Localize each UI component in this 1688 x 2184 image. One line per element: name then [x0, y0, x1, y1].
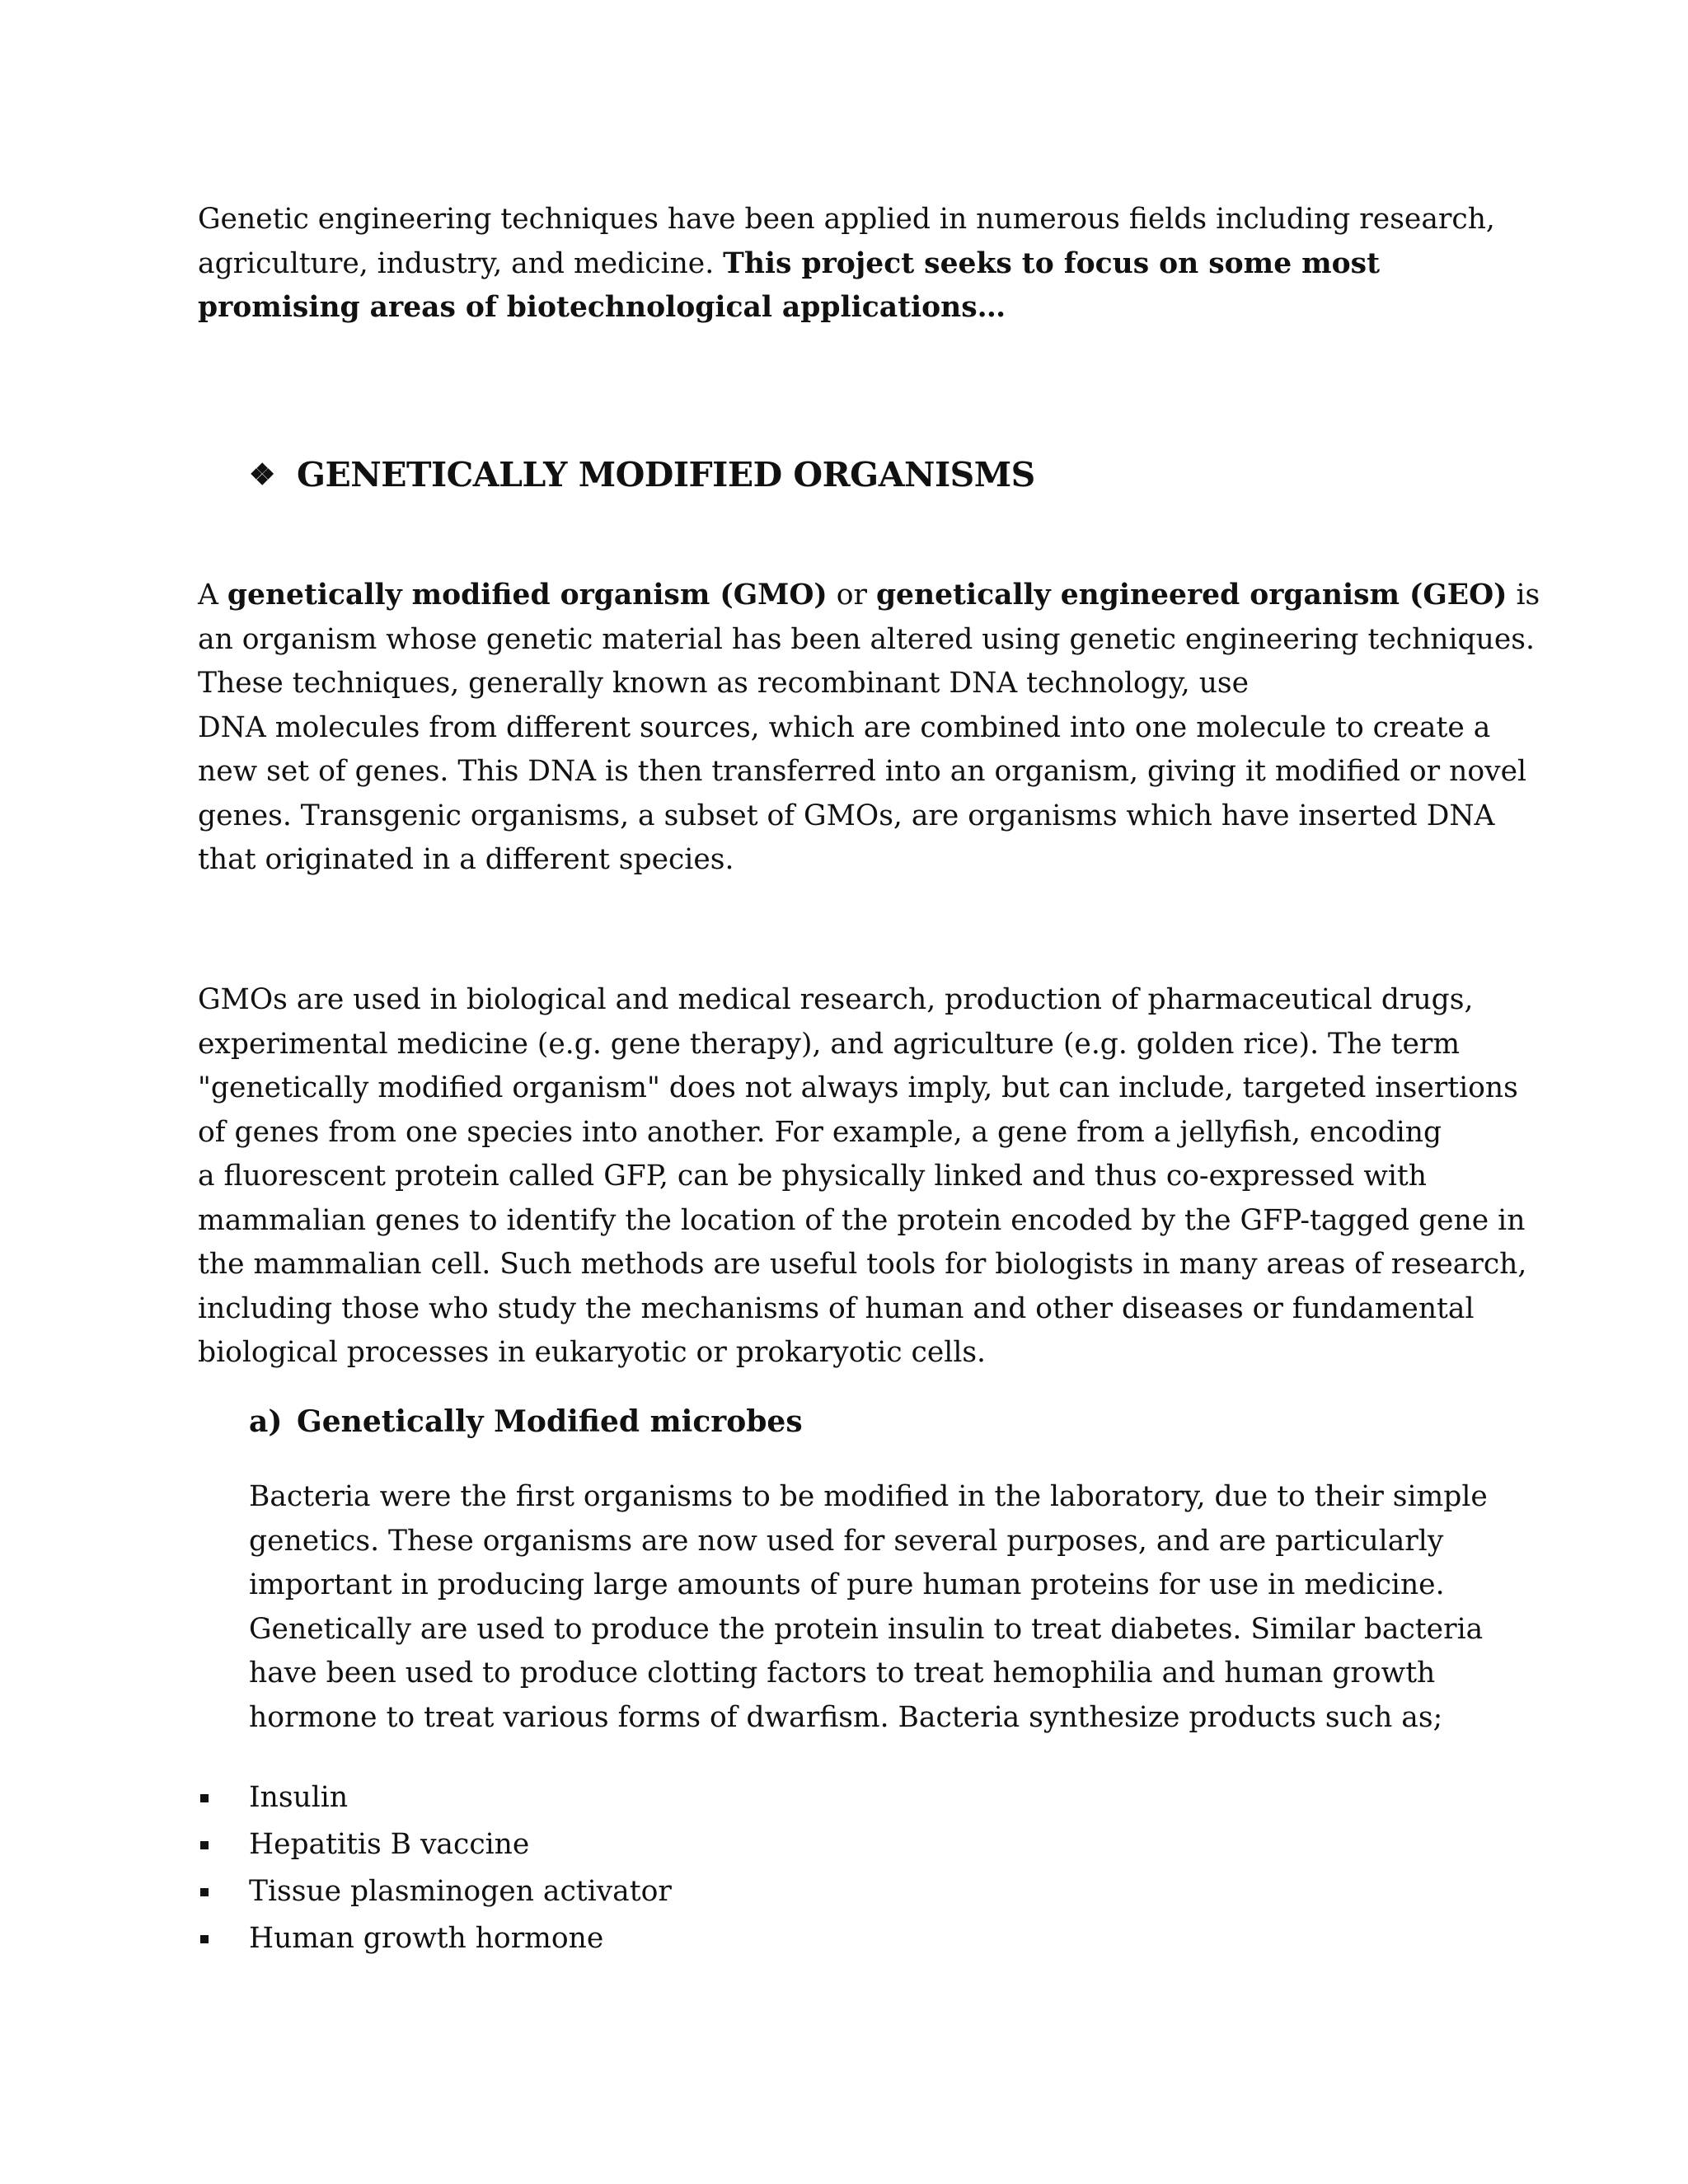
text-run: a fluorescent protein called GFP, can be physically linked and thus co-expressed with	[198, 1160, 1427, 1193]
text-line	[198, 242, 1517, 287]
text-line	[249, 1608, 1568, 1652]
text-run: genetics. These organisms are now used for several purposes, and are particularly	[249, 1524, 1444, 1558]
text-line	[198, 1199, 1526, 1244]
text-run: important in producing large amounts of pure human proteins for use in medicine.	[249, 1568, 1445, 1601]
list-item	[198, 1821, 672, 1868]
bold-text: This project seeks to focus on some most	[723, 246, 1381, 280]
section-heading	[249, 455, 1035, 494]
text-line	[198, 1111, 1517, 1155]
square-bullet-icon	[200, 1794, 209, 1802]
list-item	[198, 1868, 672, 1915]
text-line	[198, 618, 1535, 663]
text-run: "genetically modified organism" does not always imply, but can include, targeted insertions	[198, 1071, 1518, 1104]
text-line	[198, 286, 1517, 330]
text-line	[198, 1155, 1517, 1199]
text-line	[249, 1696, 1568, 1741]
text-line	[198, 662, 1517, 706]
subsection-marker: a)	[249, 1404, 283, 1439]
text-run: of genes from one species into another. For example, a gene from a jellyfish, encoding	[198, 1115, 1442, 1149]
bold-text: genetically engineered organism (GEO)	[875, 579, 1507, 612]
text-line	[198, 574, 1540, 618]
list-item-text: Human growth hormone	[249, 1922, 604, 1955]
text-line	[249, 1563, 1568, 1608]
text-run: Genetic engineering techniques have been applied in numerous fields including research,	[198, 203, 1495, 236]
section-heading-text: GENETICALLY MODIFIED ORGANISMS	[297, 455, 1035, 494]
text-run: the mammalian cell. Such methods are useful tools for biologists in many areas of research,	[198, 1248, 1527, 1281]
text-line	[198, 1066, 1517, 1111]
square-bullet-icon	[200, 1841, 209, 1849]
text-run: is	[1507, 579, 1540, 612]
text-line	[198, 1243, 1527, 1287]
list-item	[198, 1915, 672, 1962]
text-run: agriculture, industry, and medicine.	[198, 246, 724, 280]
intro-paragraph	[198, 198, 1517, 330]
text-run: that originated in a different species.	[198, 843, 734, 876]
text-run: including those who study the mechanisms of human and other diseases or fundamental	[198, 1291, 1475, 1325]
text-run: have been used to produce clotting factors to treat hemophilia and human growth	[249, 1657, 1436, 1690]
text-run: genes. Transgenic organisms, a subset of GMOs, are organisms which have inserted DNA	[198, 799, 1495, 832]
text-line	[249, 1475, 1568, 1520]
text-run: DNA molecules from different sources, which are combined into one molecule to create a	[198, 710, 1491, 744]
text-run: hormone to treat various forms of dwarfism. Bacteria synthesize products such as;	[249, 1700, 1443, 1734]
text-line	[198, 750, 1527, 794]
bold-text: genetically modified organism (GMO)	[227, 579, 828, 612]
text-run: mammalian genes to identify the location of the protein encoded by the GFP-tagged gene in	[198, 1203, 1526, 1237]
text-line	[198, 1023, 1517, 1067]
list-item-text: Hepatitis B vaccine	[249, 1828, 530, 1861]
text-line	[198, 838, 1517, 883]
text-line	[198, 794, 1517, 839]
text-line	[249, 1652, 1568, 1696]
text-run: biological processes in eukaryotic or prokaryotic cells.	[198, 1336, 987, 1369]
text-run: Genetically are used to produce the protein insulin to treat diabetes. Similar bacteria	[249, 1612, 1484, 1646]
text-run: Bacteria were the first organisms to be modified in the laboratory, due to their simple	[249, 1480, 1488, 1513]
text-run: A	[198, 579, 227, 612]
text-run: an organism whose genetic material has been altered using genetic engineering techniques.	[198, 622, 1535, 656]
microbes-paragraph	[249, 1475, 1568, 1740]
square-bullet-icon	[200, 1935, 209, 1943]
text-line	[249, 1520, 1568, 1564]
text-line	[198, 978, 1517, 1023]
subsection-heading-text: Genetically Modified microbes	[297, 1404, 803, 1439]
bold-text: promising areas of biotechnological applications…	[198, 291, 1006, 324]
text-line	[198, 1331, 1517, 1376]
text-run: experimental medicine (e.g. gene therapy), and agriculture (e.g. golden rice). The term	[198, 1027, 1461, 1061]
list-item	[198, 1774, 672, 1821]
text-run: or	[827, 579, 876, 612]
gmo-uses-paragraph	[198, 978, 1527, 1376]
text-run: new set of genes. This DNA is then transferred into an organism, giving it modified or novel	[198, 755, 1527, 788]
products-list	[198, 1774, 672, 1962]
subsection-heading	[249, 1404, 803, 1439]
square-bullet-icon	[200, 1888, 209, 1896]
text-run: These techniques, generally known as recombinant DNA technology, use	[198, 667, 1250, 700]
text-line	[198, 1287, 1517, 1332]
text-run: GMOs are used in biological and medical research, production of pharmaceutical drugs,	[198, 983, 1474, 1016]
text-line	[198, 706, 1517, 751]
text-line	[198, 198, 1517, 242]
gmo-definition-paragraph	[198, 574, 1540, 883]
list-item-text: Insulin	[249, 1781, 349, 1814]
list-item-text: Tissue plasminogen activator	[249, 1875, 672, 1908]
diamond-bullet-icon: ❖	[249, 457, 275, 492]
